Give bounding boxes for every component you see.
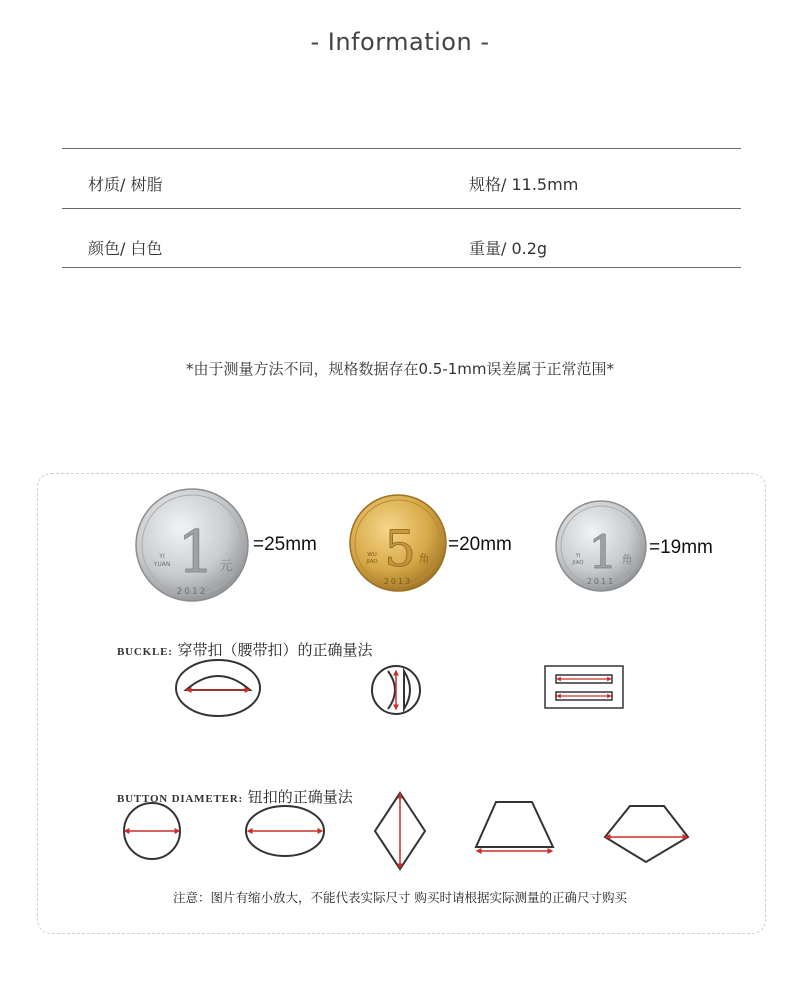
spec-material: 材质/ 树脂 [88,175,163,194]
buckle-round-diagram [372,666,420,714]
buckle-oval-diagram [176,660,260,716]
size-disclaimer-footer: 注意：图片有缩小放大，不能代表实际尺寸 购买时请根据实际测量的正确尺寸购买 [173,890,627,905]
button-diamond-diagram [375,793,425,869]
coin-five-jiao [350,495,446,591]
coin-five-jiao-denomination: 5 [384,520,416,578]
coin-one-yuan-size: =25mm [253,534,317,555]
coin-one-jiao-denomination: 1 [588,525,618,579]
coin-one-jiao-unit: 角 [621,553,633,566]
coin-one-yuan-pinyin-2: YUAN [153,561,171,568]
coin-one-yuan-year: 2012 [176,587,208,597]
coin-five-jiao-pinyin-1: WU [367,552,377,558]
button-oval-diagram [246,806,324,856]
coin-one-jiao-year: 2011 [586,577,616,586]
coin-five-jiao-unit: 角 [418,552,430,565]
buckle-rectangle-diagram [545,666,623,708]
coin-one-yuan-denomination: 1 [177,518,215,586]
coin-one-jiao-pinyin-2: JIAO [572,560,584,566]
button-section-latin: BUTTON DIAMETER: [117,793,243,805]
spec-color: 颜色/ 白色 [88,239,163,258]
coin-one-yuan-unit: 元 [219,559,233,574]
button-circle-diagram [124,803,180,859]
coin-one-jiao-size: =19mm [649,537,713,558]
button-section-heading [117,786,353,807]
coin-five-jiao-pinyin-2: JIAO [366,559,378,565]
buckle-section-heading [117,639,373,660]
coin-five-jiao-year: 2013 [383,577,413,586]
spec-weight: 重量/ 0.2g [469,239,548,258]
page-title: - Information - [310,28,490,56]
button-section-title: 钮扣的正确量法 [247,788,353,806]
tolerance-note: *由于测量方法不同，规格数据存在0.5-1mm误差属于正常范围* [185,360,615,378]
coin-five-jiao-size: =20mm [448,534,512,555]
coin-one-jiao [556,501,646,591]
buckle-section-latin: BUCKLE: [117,646,173,658]
coin-one-jiao-pinyin-1: YI [575,553,581,559]
coin-one-yuan [136,489,248,601]
spec-size: 规格/ 11.5mm [469,175,579,194]
button-trapezoid-diagram [476,802,553,851]
button-pentagon-diagram [605,806,688,862]
coin-one-yuan-pinyin-1: YI [159,553,165,560]
buckle-section-title: 穿带扣（腰带扣）的正确量法 [177,641,373,659]
